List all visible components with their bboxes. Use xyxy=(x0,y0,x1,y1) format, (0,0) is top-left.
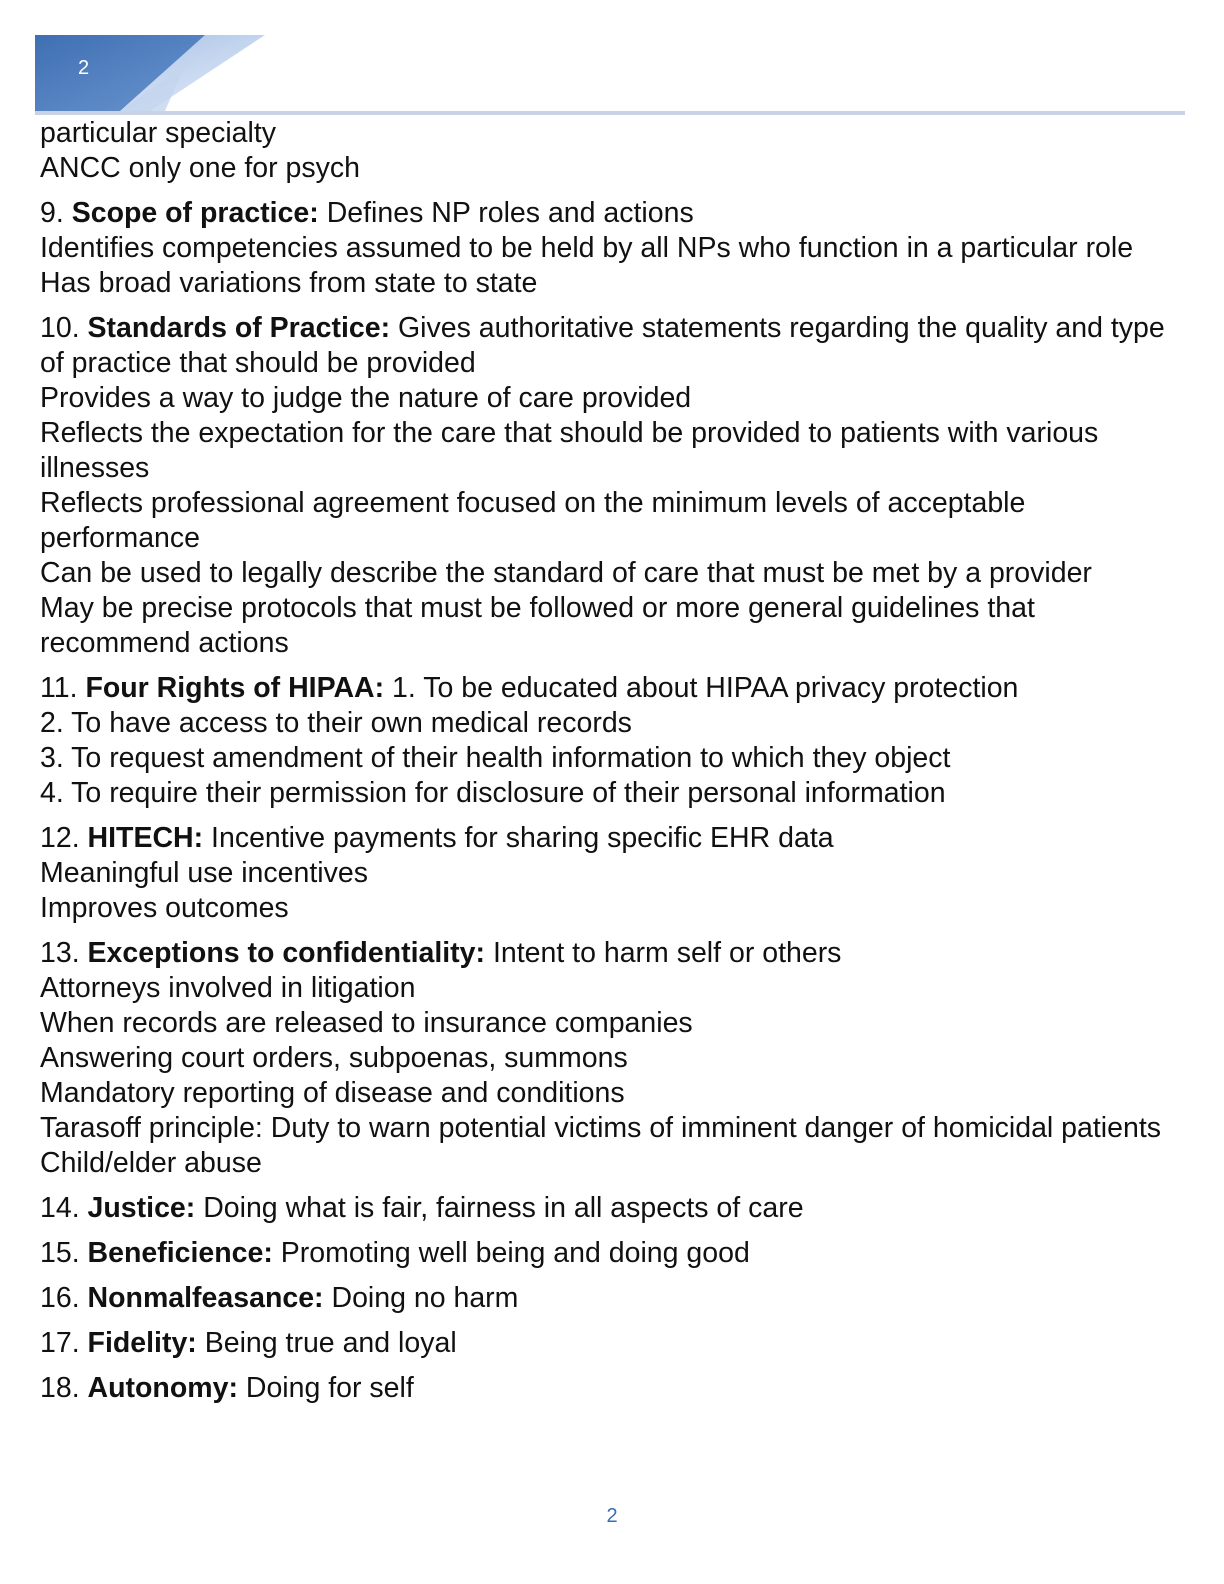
item-number: 10. xyxy=(40,312,80,344)
definition-heading xyxy=(40,671,1190,706)
definition-item xyxy=(40,1281,1190,1316)
item-number: 9. xyxy=(40,197,64,229)
item-definition: 1. To be educated about HIPAA privacy protection xyxy=(392,672,1019,704)
item-term: Autonomy: xyxy=(87,1372,238,1404)
item-detail-line: 4. To require their permission for disclosure of their personal information xyxy=(40,777,946,809)
intro-block xyxy=(40,116,1190,186)
definition-heading xyxy=(40,1281,1190,1316)
definition-heading xyxy=(40,1371,1190,1406)
item-detail-line: 3. To request amendment of their health information to which they object xyxy=(40,742,951,774)
item-term: HITECH: xyxy=(87,822,204,854)
item-detail-line: Identifies competencies assumed to be held by all NPs who function in a particular role xyxy=(40,232,1134,264)
item-number: 17. xyxy=(40,1327,80,1359)
definition-item xyxy=(40,821,1190,926)
header-page-number: 2 xyxy=(78,57,90,79)
item-term: Justice: xyxy=(87,1192,196,1224)
header-rule xyxy=(35,111,1185,115)
item-detail-line: May be precise protocols that must be followed or more general guidelines that recommend actions xyxy=(40,592,1035,659)
definition-heading xyxy=(40,311,1190,381)
item-detail-line: Child/elder abuse xyxy=(40,1147,262,1179)
item-definition: Doing for self xyxy=(245,1372,414,1404)
definition-heading xyxy=(40,1326,1190,1361)
item-definition: Doing what is fair, fairness in all aspects of care xyxy=(203,1192,804,1224)
item-definition: Incentive payments for sharing specific EHR data xyxy=(211,822,834,854)
item-term: Fidelity: xyxy=(87,1327,197,1359)
item-detail-line: Mandatory reporting of disease and conditions xyxy=(40,1077,625,1109)
item-detail-line: Answering court orders, subpoenas, summons xyxy=(40,1042,628,1074)
definition-item xyxy=(40,311,1190,661)
definition-heading xyxy=(40,196,1190,231)
item-detail-line: Improves outcomes xyxy=(40,892,289,924)
item-definition: Promoting well being and doing good xyxy=(280,1237,750,1269)
document-body xyxy=(40,116,1190,1406)
definition-item xyxy=(40,196,1190,301)
item-number: 11. xyxy=(40,672,78,704)
item-number: 15. xyxy=(40,1237,80,1269)
definition-list xyxy=(40,196,1190,1406)
item-definition: Intent to harm self or others xyxy=(492,937,842,969)
item-definition: Doing no harm xyxy=(331,1282,519,1314)
item-number: 18. xyxy=(40,1372,80,1404)
item-term: Scope of practice: xyxy=(71,197,319,229)
item-term: Exceptions to confidentiality: xyxy=(87,937,486,969)
definition-item xyxy=(40,1191,1190,1226)
definition-heading xyxy=(40,1191,1190,1226)
item-number: 16. xyxy=(40,1282,80,1314)
item-number: 14. xyxy=(40,1192,80,1224)
definition-heading xyxy=(40,821,1190,856)
item-detail-line: Has broad variations from state to state xyxy=(40,267,538,299)
item-detail-line: Tarasoff principle: Duty to warn potential victims of imminent danger of homicidal patients xyxy=(40,1112,1162,1144)
item-detail-line: Meaningful use incentives xyxy=(40,857,368,889)
item-detail-line: Provides a way to judge the nature of care provided xyxy=(40,382,692,414)
item-detail-line: 2. To have access to their own medical records xyxy=(40,707,632,739)
item-term: Standards of Practice: xyxy=(87,312,391,344)
definition-item xyxy=(40,1236,1190,1271)
item-detail-line: When records are released to insurance companies xyxy=(40,1007,693,1039)
item-detail-line: Reflects professional agreement focused on the minimum levels of acceptable performance xyxy=(40,487,1026,554)
item-number: 12. xyxy=(40,822,80,854)
item-definition: Being true and loyal xyxy=(204,1327,457,1359)
footer-page-number: 2 xyxy=(606,1505,618,1527)
item-definition: Defines NP roles and actions xyxy=(326,197,694,229)
intro-line: ANCC only one for psych xyxy=(40,152,360,184)
item-term: Four Rights of HIPAA: xyxy=(85,672,385,704)
definition-item xyxy=(40,1326,1190,1361)
definition-heading xyxy=(40,1236,1190,1271)
item-number: 13. xyxy=(40,937,80,969)
item-term: Beneficience: xyxy=(87,1237,273,1269)
definition-heading xyxy=(40,936,1190,971)
definition-item xyxy=(40,671,1190,811)
item-detail-line: Reflects the expectation for the care that should be provided to patients with various illnesses xyxy=(40,417,1099,484)
item-definition: Gives authoritative statements regarding the quality and type of practice that should be provided xyxy=(40,312,1165,379)
item-term: Nonmalfeasance: xyxy=(87,1282,324,1314)
item-detail-line: Attorneys involved in litigation xyxy=(40,972,416,1004)
header-graphic xyxy=(35,35,275,115)
definition-item xyxy=(40,936,1190,1181)
definition-item xyxy=(40,1371,1190,1406)
intro-line: particular specialty xyxy=(40,117,277,149)
item-detail-line: Can be used to legally describe the standard of care that must be met by a provider xyxy=(40,557,1092,589)
